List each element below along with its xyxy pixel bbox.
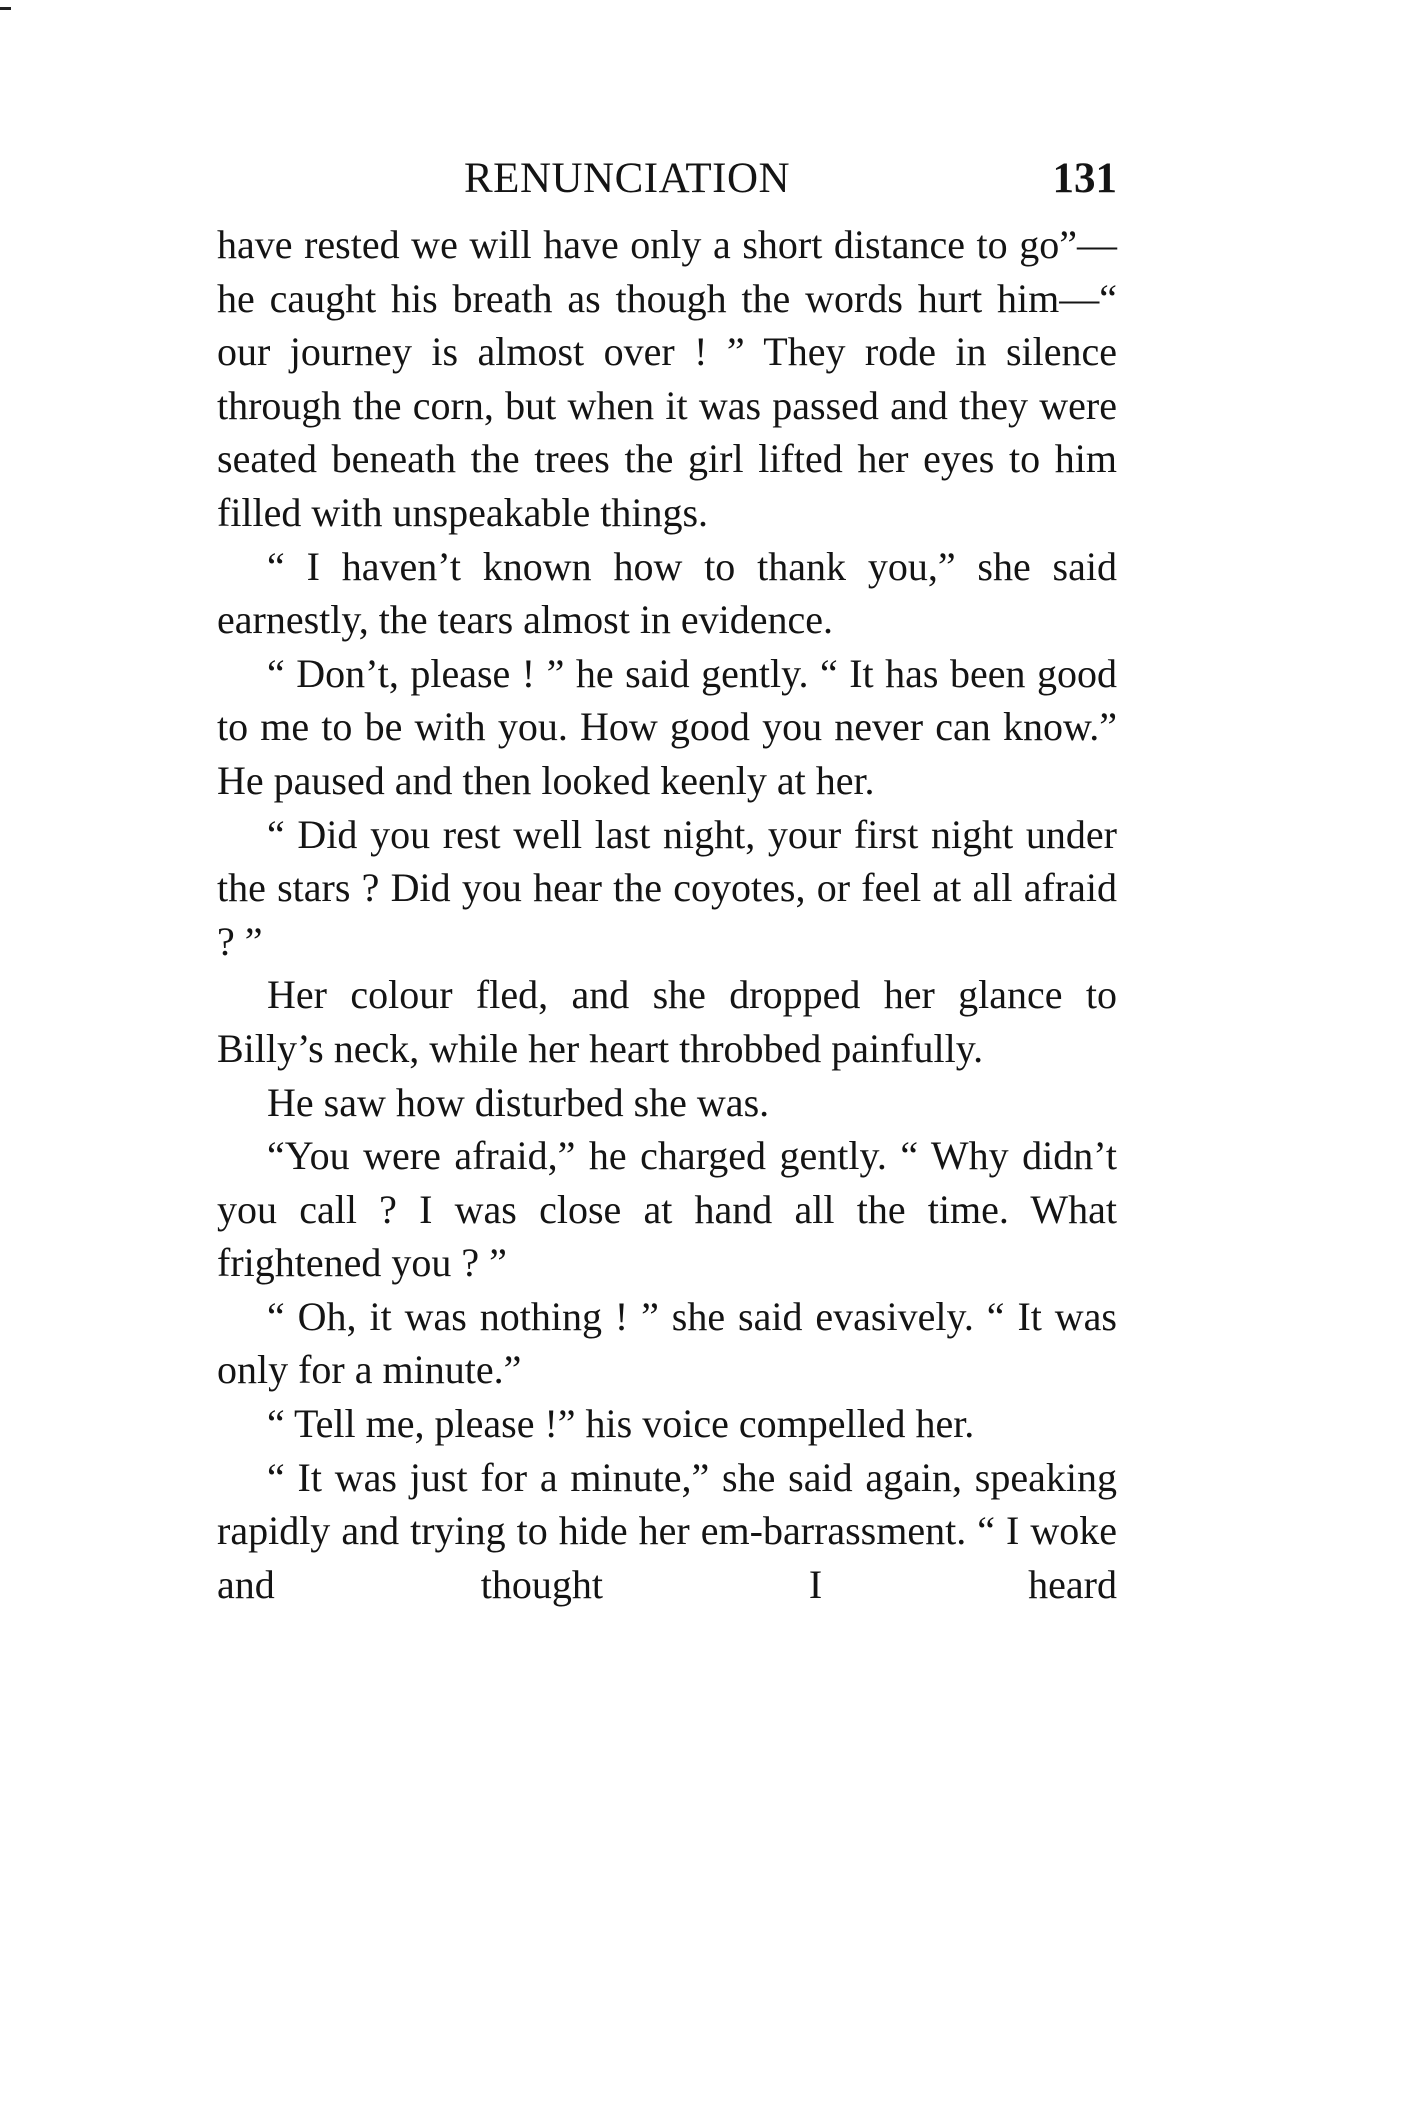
paragraph: “ Tell me, please !” his voice compelled her. [267, 1401, 975, 1447]
page-number: 131 [1052, 155, 1117, 202]
scan-edge-mark [0, 7, 11, 10]
paragraph: “You were afraid,” he charged gently. “ Why didn’t you call ? I was close at hand all the time. What frightened you ? ” [217, 1133, 1117, 1286]
body-text [217, 218, 1117, 1611]
paragraph: “ It was just for a minute,” she said again, speaking rapidly and trying to hide her em-barrassment. “ I woke and thought I heard [217, 1454, 1117, 1607]
paragraph: He saw how disturbed she was. [267, 1079, 770, 1125]
paragraph: “ Don’t, please ! ” he said gently. “ It has been good to me to be with you. How good you never can know.” He paused and then looked keenly at her. [217, 650, 1117, 803]
paragraph: “ Did you rest well last night, your first night under the stars ? Did you hear the coyotes, or feel at all afraid ? ” [217, 811, 1117, 964]
running-header [217, 146, 1117, 212]
paragraph: have rested we will have only a short distance to go”— he caught his breath as though the words hurt him—“ our journey is almost over ! ” They rode in silence through the corn, but when it was passed and they were seated beneath the trees the girl lifted her eyes to him filled with unspeakable things. [217, 222, 1117, 535]
paragraph: Her colour fled, and she dropped her glance to Billy’s neck, while her heart throbbed painfully. [217, 972, 1117, 1071]
book-page [217, 146, 1117, 1611]
paragraph: “ Oh, it was nothing ! ” she said evasively. “ It was only for a minute.” [217, 1293, 1117, 1393]
running-title: RENUNCIATION [464, 155, 791, 202]
paragraph: “ I haven’t known how to thank you,” she said earnestly, the tears almost in evidence. [217, 543, 1117, 643]
